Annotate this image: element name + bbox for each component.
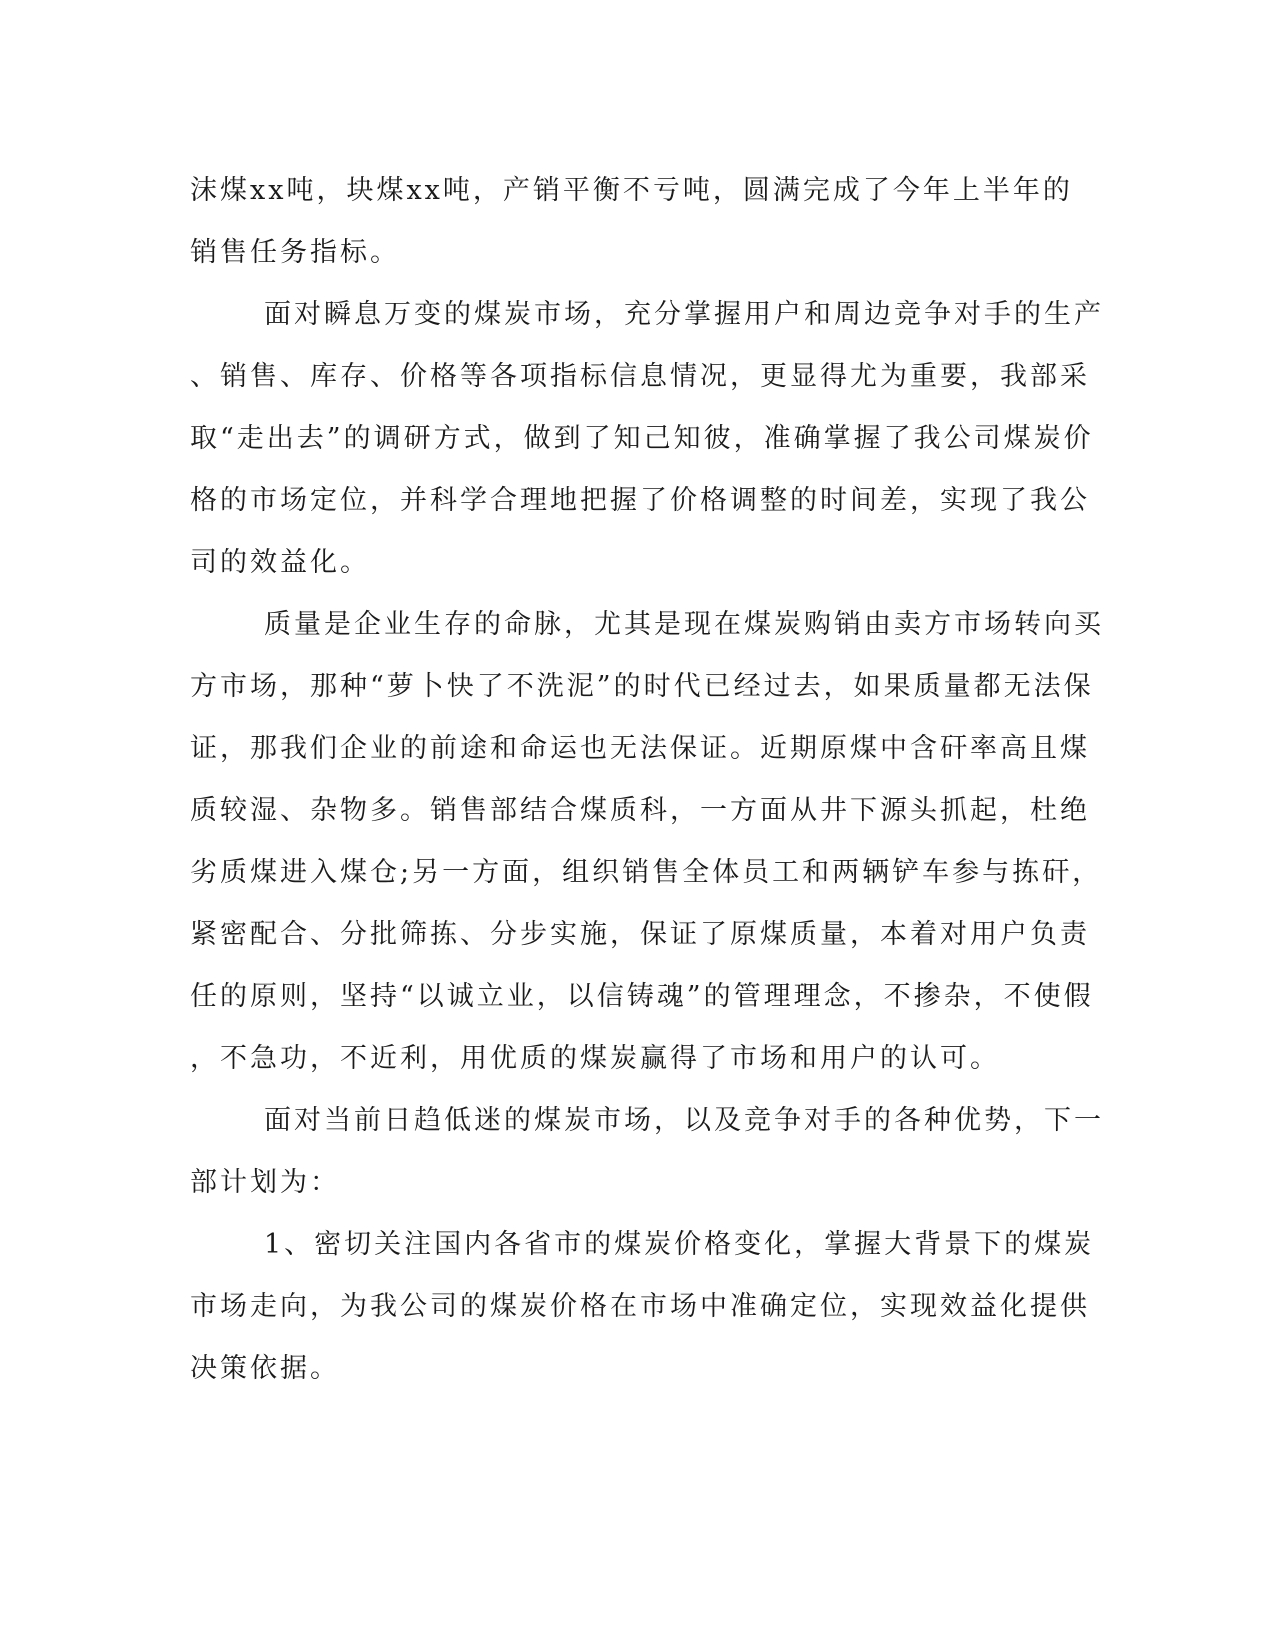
text-line: 劣质煤进入煤仓;另一方面，组织销售全体员工和两辆铲车参与拣矸， bbox=[190, 857, 1103, 888]
text-line: 1、密切关注国内各省市的煤炭价格变化，掌握大背景下的煤炭 bbox=[264, 1229, 1095, 1260]
text-line: 紧密配合、分批筛拣、分步实施，保证了原煤质量，本着对用户负责 bbox=[190, 919, 1090, 950]
text-line: 、销售、库存、价格等各项指标信息情况，更显得尤为重要，我部采 bbox=[190, 361, 1090, 392]
text-line: 取“走出去”的调研方式，做到了知己知彼，准确掌握了我公司煤炭价 bbox=[190, 423, 1094, 454]
text-line: 沫煤xx吨，块煤xx吨，产销平衡不亏吨，圆满完成了今年上半年的 bbox=[190, 175, 1073, 206]
paragraph-quality bbox=[190, 594, 1104, 1090]
text-line: 司的效益化。 bbox=[190, 547, 370, 578]
text-line: 面对当前日趋低迷的煤炭市场，以及竞争对手的各种优势，下一 bbox=[264, 1105, 1104, 1136]
paragraph-sales-results bbox=[190, 160, 1080, 284]
document-body bbox=[190, 160, 1104, 1400]
text-line: 质较湿、杂物多。销售部结合煤质科，一方面从井下源头抓起，杜绝 bbox=[190, 795, 1090, 826]
text-line: 部计划为： bbox=[190, 1167, 340, 1198]
paragraph-next-plan-intro bbox=[190, 1090, 1104, 1214]
paragraph-plan-item-1 bbox=[190, 1214, 1095, 1400]
text-line: 证，那我们企业的前途和命运也无法保证。近期原煤中含矸率高且煤 bbox=[190, 733, 1090, 764]
text-line: 任的原则，坚持“以诚立业，以信铸魂”的管理理念，不掺杂，不使假 bbox=[190, 981, 1094, 1012]
text-line: 市场走向，为我公司的煤炭价格在市场中准确定位，实现效益化提供 bbox=[190, 1291, 1090, 1322]
text-line: 面对瞬息万变的煤炭市场，充分掌握用户和周边竞争对手的生产 bbox=[264, 299, 1104, 330]
text-line: 销售任务指标。 bbox=[190, 237, 400, 268]
text-line: 质量是企业生存的命脉，尤其是现在煤炭购销由卖方市场转向买 bbox=[264, 609, 1104, 640]
text-line: 决策依据。 bbox=[190, 1353, 340, 1384]
paragraph-market-research bbox=[190, 284, 1104, 594]
text-line: 格的市场定位，并科学合理地把握了价格调整的时间差，实现了我公 bbox=[190, 485, 1090, 516]
text-line: ，不急功，不近利，用优质的煤炭赢得了市场和用户的认可。 bbox=[190, 1043, 1000, 1074]
text-line: 方市场，那种“萝卜快了不洗泥”的时代已经过去，如果质量都无法保 bbox=[190, 671, 1094, 702]
